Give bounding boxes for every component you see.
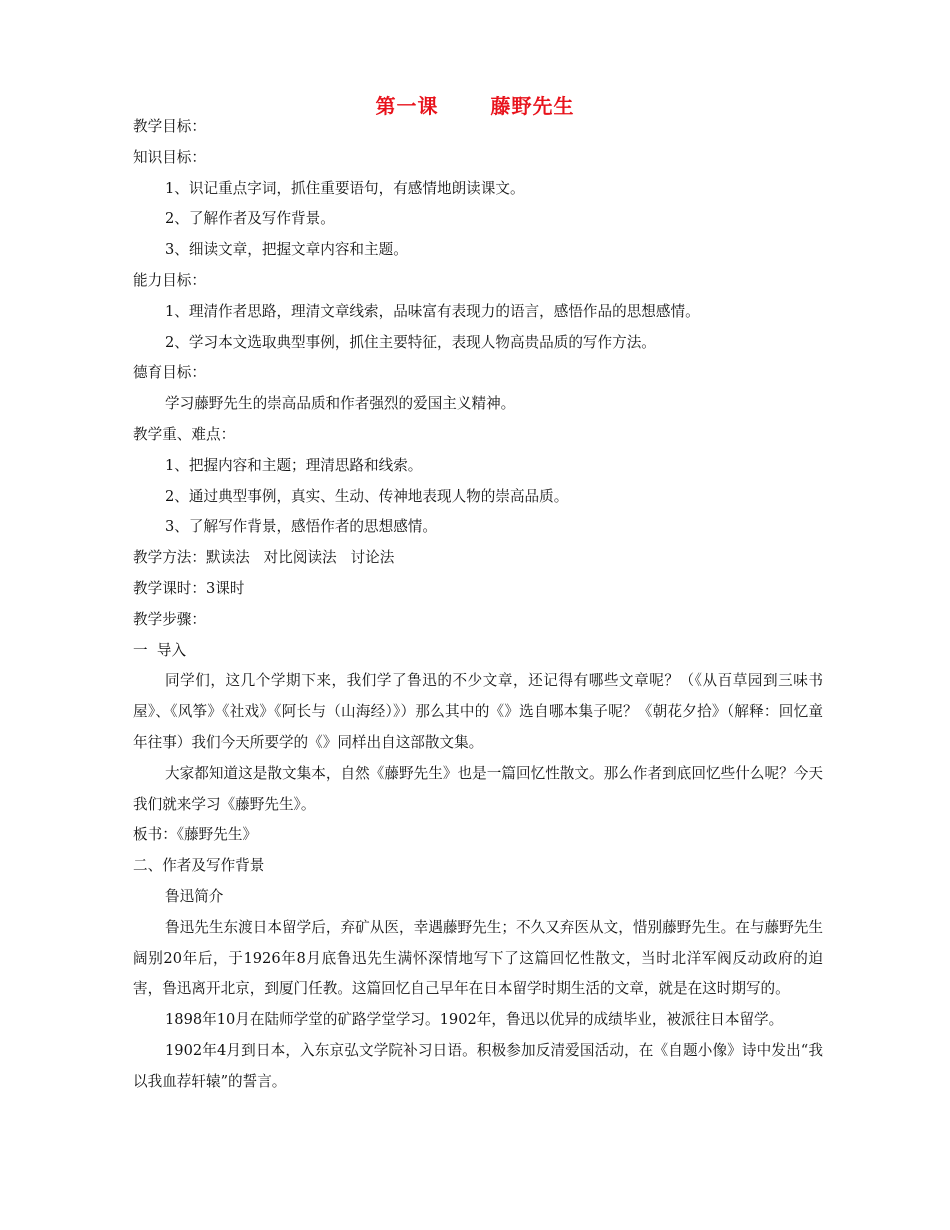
bio-paragraph-3: 1902年4月到日本，入东京弘文学院补习日语。积极参加反清爱国活动，在《自题小像》诗中发出“我以我血荐轩辕”的誓言。 <box>133 1041 823 1090</box>
text-line: 教学步骤： <box>133 610 206 628</box>
bio-paragraph-1: 鲁迅先生东渡日本留学后，弃矿从医，幸遇藤野先生；不久又弃医从文，惜别藤野先生。在与藤野先生阔别20年后，于1926年8月底鲁迅先生满怀深情地写下了这篇回忆性散文，当时北洋军阀反动政府的迫害，鲁迅离开北京，到厦门任教。这篇回忆自己早年在日本留学时期生活的文章，就是在这时期写的。 <box>133 918 823 998</box>
bio-paragraph-2: 1898年10月在陆师学堂的矿路学堂学习。1902年，鲁迅以优异的成绩毕业，被派往日本留学。 <box>165 1011 784 1029</box>
text-line: 知识目标： <box>133 148 206 166</box>
board-title: 板书：《藤野先生》 <box>133 826 258 844</box>
subsection-heading: 鲁迅简介 <box>165 887 224 905</box>
text-line: 3、细读文章，把握文章内容和主题。 <box>165 241 408 259</box>
text-line: 能力目标： <box>133 271 206 289</box>
text-line: 1、把握内容和主题；理清思路和线索。 <box>165 456 423 474</box>
text-line: 教学课时：3课时 <box>133 579 245 597</box>
text-line: 德育目标： <box>133 364 206 382</box>
lesson-name: 藤野先生 <box>490 94 575 118</box>
text-line: 1、识记重点字词，抓住重要语句，有感情地朗读课文。 <box>165 179 525 197</box>
text-line: 教学重、难点： <box>133 425 236 443</box>
text-line: 学习藤野先生的崇高品质和作者强烈的爱国主义精神。 <box>165 395 516 413</box>
text-line: 3、了解写作背景，感悟作者的思想感情。 <box>165 518 437 536</box>
text-line: 教学方法：默读法 对比阅读法 讨论法 <box>133 549 395 567</box>
intro-paragraph-2: 大家都知道这是散文集本，自然《藤野先生》也是一篇回忆性散文。那么作者到底回忆些什么呢？今天我们就来学习《藤野先生》。 <box>133 764 823 813</box>
text-line: 2、学习本文选取典型事例，抓住主要特征，表现人物高贵品质的写作方法。 <box>165 333 656 351</box>
text-line: 教学目标： <box>133 118 206 135</box>
lesson-number: 第一课 <box>375 94 439 118</box>
text-line: 2、通过典型事例，真实、生动、传神地表现人物的崇高品质。 <box>165 487 569 505</box>
text-line: 2、了解作者及写作背景。 <box>165 210 335 228</box>
intro-paragraph-1: 同学们，这几个学期下来，我们学了鲁迅的不少文章，还记得有哪些文章呢？（《从百草园到三味书屋》、《风筝》《社戏》《阿长与（山海经）》）那么其中的《》选自哪本集子呢？《朝花夕拾》（解释：回忆童年往事）我们今天所要学的《》同样出自这部散文集。 <box>133 672 823 751</box>
text-line: 一 导入 <box>133 641 187 659</box>
text-line: 1、理清作者思路，理清文章线索，品味富有表现力的语言，感悟作品的思想感情。 <box>165 302 700 320</box>
document-body <box>133 112 823 1098</box>
section-heading: 二、作者及写作背景 <box>133 857 265 875</box>
